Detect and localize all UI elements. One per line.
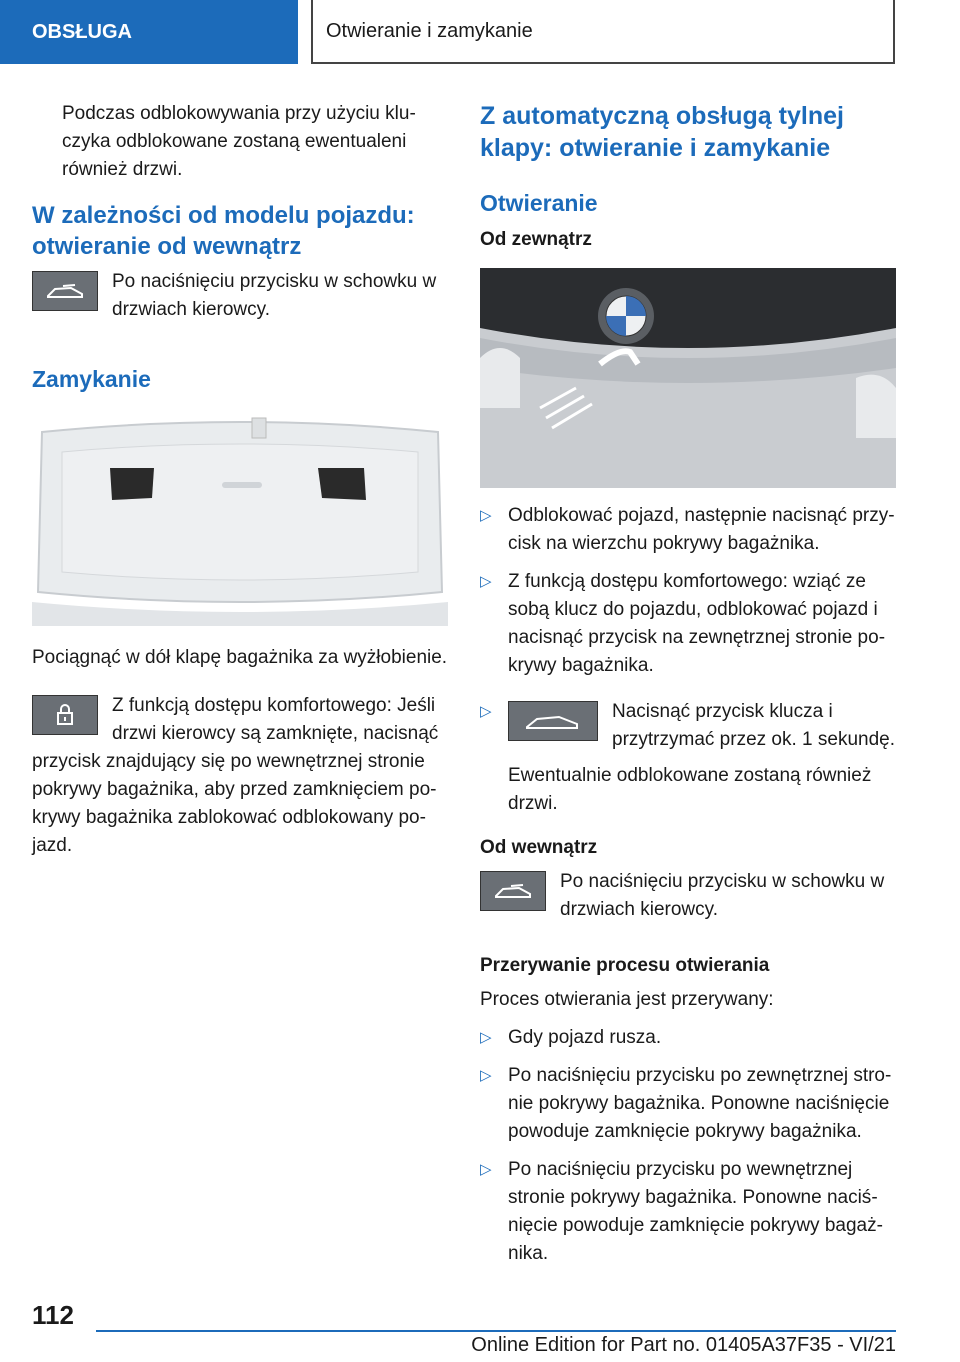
inside-text: Po naciśnięciu przycisku w schowku w drzwiach kierowcy. [112, 271, 437, 320]
triangle-bullet-icon: ▷ [480, 1161, 492, 1178]
car-key-trunk-icon [508, 701, 598, 741]
footer-edition: Online Edition for Part no. 01405A37F35 - VI/21 [471, 1334, 896, 1356]
heading-interrupt: Przerywanie procesu otwierania [480, 955, 770, 976]
lock-icon [32, 695, 98, 735]
chapter-header [311, 0, 895, 64]
intro-paragraph: Podczas odblokowywania przy użyciu kluczyka odblokowane zostaną ewentualeni również drzwi. [62, 103, 416, 180]
page-number: 112 [32, 1300, 74, 1330]
chapter-title: Otwieranie i zamykanie [326, 19, 533, 42]
heading-inside-right: Od wewnątrz [480, 837, 598, 858]
comfort-text: Z funkcją dostępu komfortowego: Jeśli drzwi kierowcy są zamknięte, nacisnąć przycisk znajdujący się po wewnętrznej stronie pokrywy bagażnika, aby przed zamknięciem pokrywy bagażnika zablokować odblokowany pojazd. [32, 695, 439, 856]
left-column [32, 100, 448, 860]
triangle-bullet-icon: ▷ [480, 1067, 492, 1084]
outside-steps-list [480, 502, 896, 818]
list-item: ▷ Odblokować pojazd, następnie nacisnąć przycisk na wierzchu pokrywy bagażnika. [480, 502, 896, 558]
footer-divider [96, 1330, 896, 1332]
trunk-button-exterior-image [480, 268, 896, 488]
trunk-lid-inside-image [32, 412, 448, 626]
heading-open-inside: W zależności od modelu pojazdu: otwieranie od wewnątrz [32, 202, 415, 260]
inside-text-right: Po naciśnięciu przycisku w schowku w drzwiach kierowcy. [560, 871, 885, 920]
triangle-bullet-icon: ▷ [480, 573, 492, 590]
list-item: ▷ Po naciśnięciu przycisku po wewnętrznej stronie pokrywy bagażnika. Ponowne naciśnięcie powoduje zamknięcie pokrywy bagażnika. [480, 1156, 896, 1268]
section-title: OBSŁUGA [32, 20, 132, 43]
list-item: ▷ Po naciśnięciu przycisku po zewnętrznej stronie pokrywy bagażnika. Ponowne naciśnięcie powoduje zamknięcie pokrywy bagażnika. [480, 1062, 896, 1146]
triangle-bullet-icon: ▷ [480, 507, 492, 524]
comfort-block [32, 692, 448, 860]
interrupt-intro: Proces otwierania jest przerywany: [480, 989, 774, 1010]
section-tab [0, 0, 298, 64]
trunk-button-icon [32, 271, 98, 311]
inside-block-right [480, 868, 896, 924]
list-item: ▷ Z funkcją dostępu komfortowego: wziąć ze sobą klucz do pojazdu, odblokować pojazd i nacisnąć przycisk na zewnętrznej stronie pokrywy bagażnika. [480, 568, 896, 680]
interrupt-list [480, 1024, 896, 1268]
close-text: Pociągnąć w dół klapę bagażnika za wyżłobienie. [32, 647, 448, 668]
triangle-bullet-icon: ▷ [480, 703, 492, 720]
triangle-bullet-icon: ▷ [480, 1029, 492, 1046]
list-item: ▷ Gdy pojazd rusza. [480, 1024, 896, 1052]
heading-closing: Zamykanie [32, 366, 151, 392]
right-column [480, 100, 896, 1268]
key-note: Ewentualnie odblokowane zostaną również drzwi. [508, 765, 872, 814]
inside-block [32, 268, 448, 324]
heading-outside: Od zewnątrz [480, 229, 592, 250]
trunk-button-icon [480, 871, 546, 911]
heading-opening: Otwieranie [480, 190, 598, 216]
heading-auto-tailgate: Z automatyczną obsługą tylnej klapy: otwieranie i zamykanie [480, 102, 844, 162]
list-item: ▷ Nacisnąć przycisk klucza i przytrzymać przez ok. 1 sekundę. Ewentualnie odblokowane zostaną również drzwi. [480, 698, 896, 818]
